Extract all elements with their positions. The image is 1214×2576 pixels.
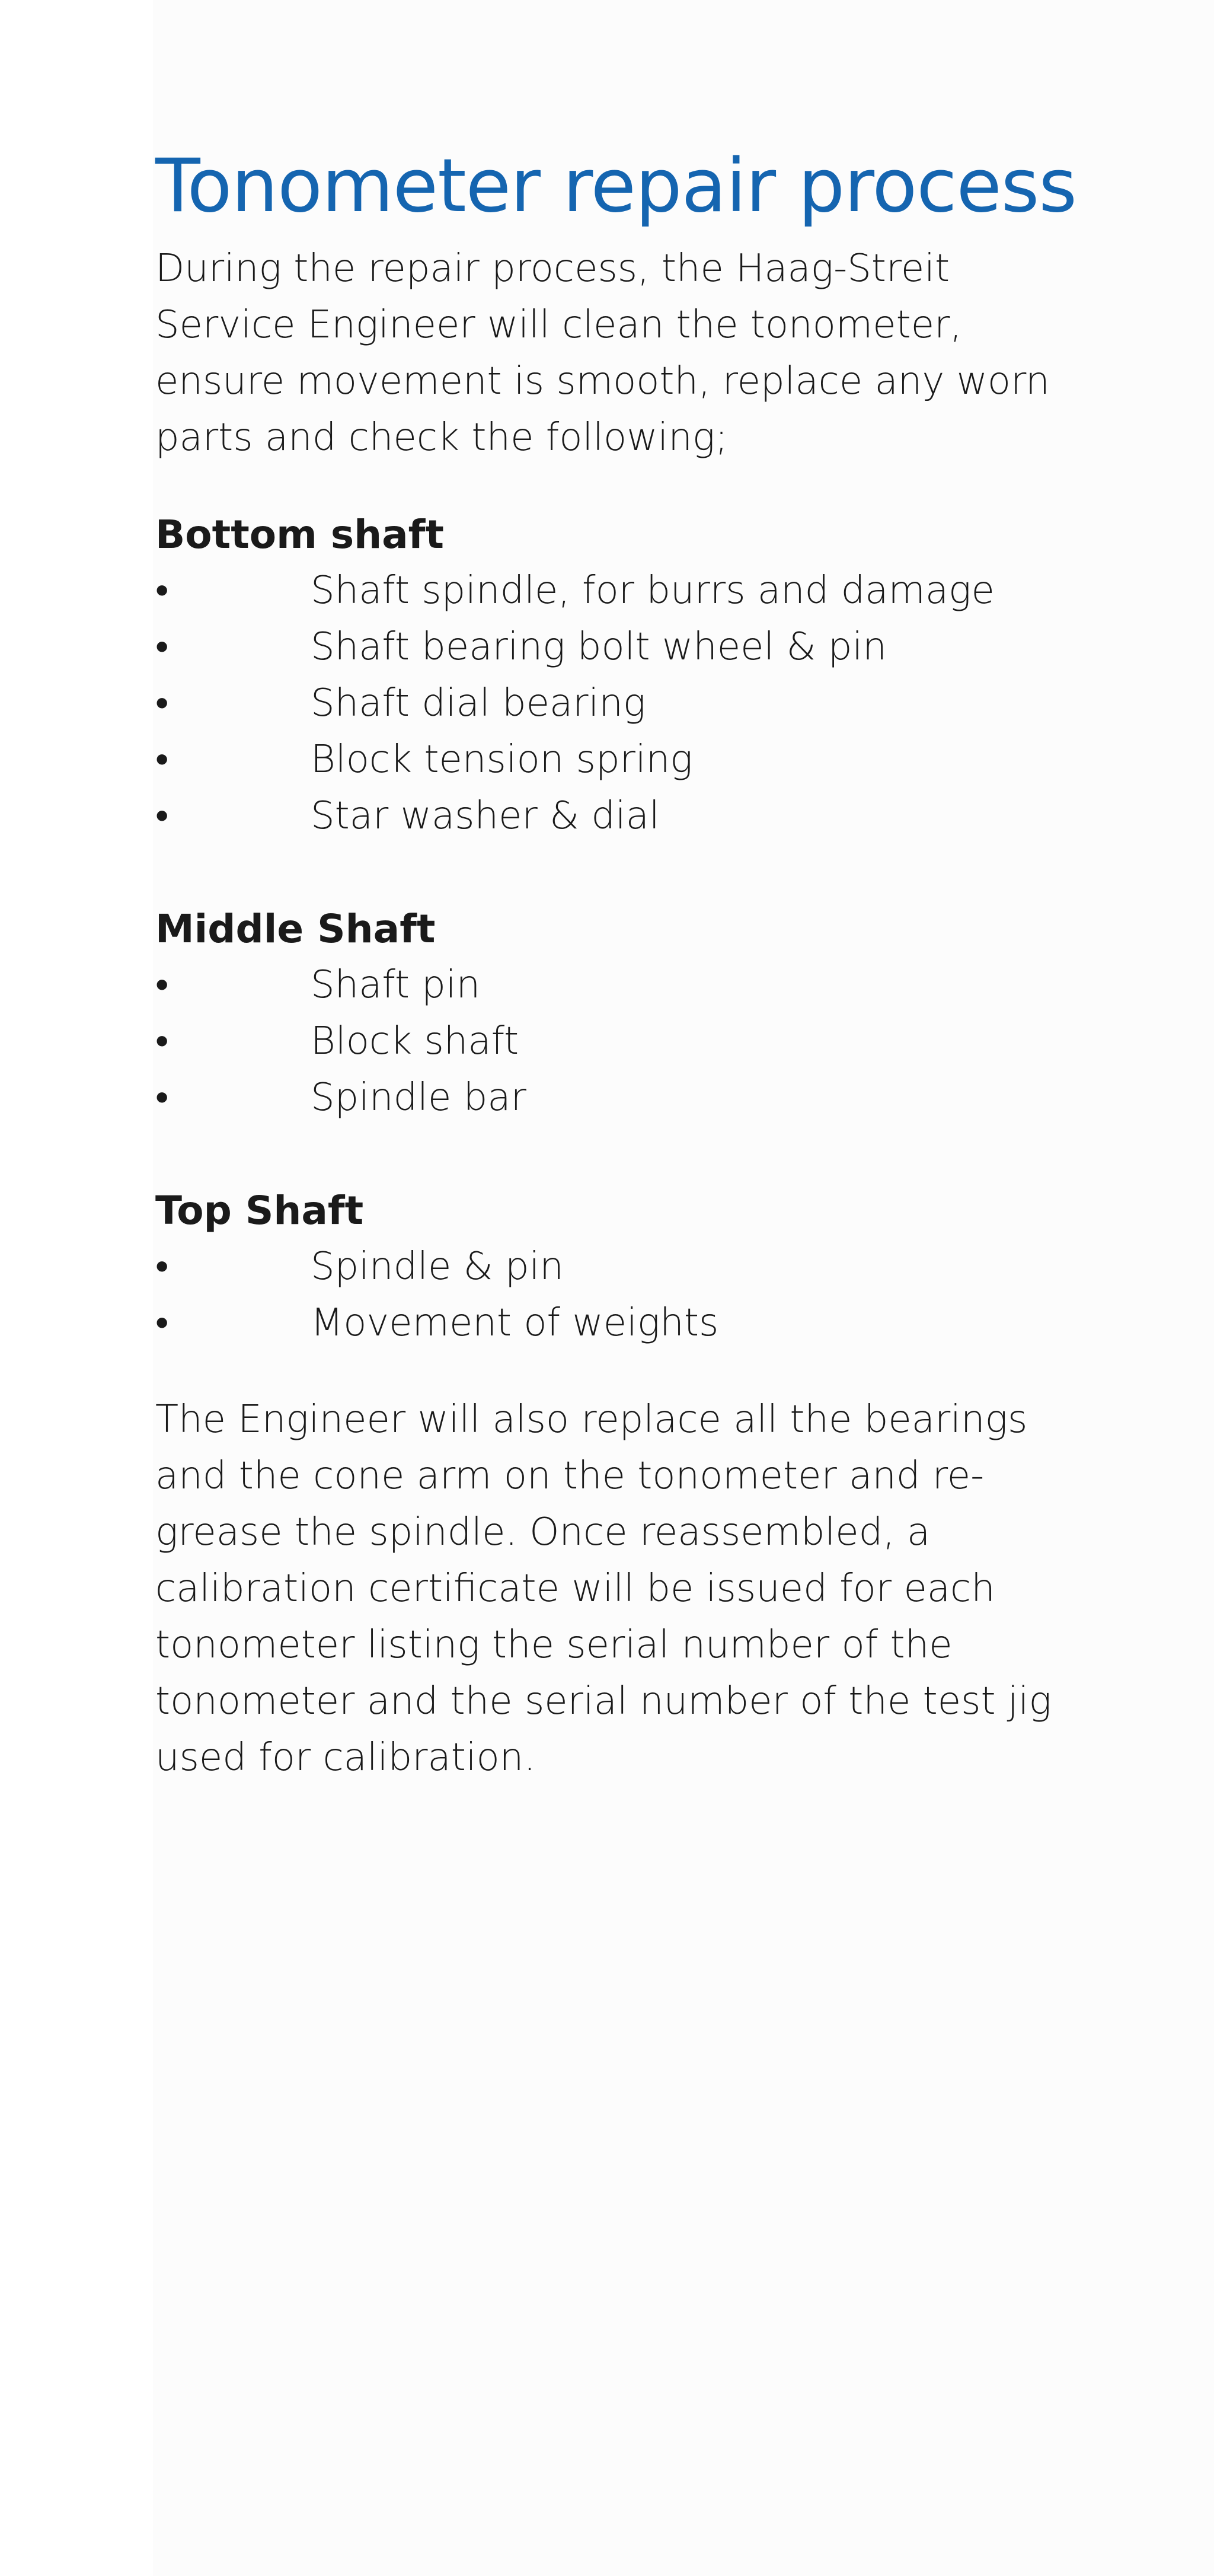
list-item-text: Spindle & pin: [311, 1245, 564, 1289]
section-heading: Top Shaft: [155, 1188, 364, 1233]
list-item-text: Shaft bearing bolt wheel & pin: [311, 625, 887, 669]
list-item: [155, 563, 1056, 619]
section-heading: Bottom shaft: [155, 512, 444, 557]
bullet-icon: •: [155, 1245, 169, 1289]
bullet-icon: •: [155, 1076, 169, 1120]
list-item: [155, 1070, 1056, 1126]
bullet-icon: •: [155, 1019, 169, 1063]
list-item-text: Star washer & dial: [311, 794, 660, 838]
bullet-icon: •: [155, 681, 169, 725]
checklist: [155, 563, 1056, 844]
section-heading: Middle Shaft: [155, 906, 436, 952]
list-item-text: Block shaft: [311, 1019, 519, 1063]
bullet-icon: •: [155, 569, 169, 613]
section-middle-shaft: [155, 901, 1056, 1126]
list-item: [155, 675, 1056, 732]
page-title: Tonometer repair process: [155, 144, 1076, 229]
list-item: [155, 1295, 1056, 1351]
bullet-icon: •: [155, 963, 169, 1007]
list-item: [155, 1013, 1056, 1070]
list-item: [155, 732, 1056, 788]
list-item: [155, 788, 1056, 844]
bullet-icon: •: [155, 794, 169, 838]
list-item: [155, 619, 1056, 675]
checklist: [155, 957, 1056, 1126]
list-item: [155, 1239, 1056, 1295]
section-bottom-shaft: [155, 506, 1056, 844]
list-item-text: Block tension spring: [311, 738, 693, 782]
closing-paragraph: The Engineer will also replace all the bearings and the cone arm on the tonometer and re-grease the spindle. Once reassembled, a calibration certificate will be issued for each tonometer listing the serial number of the tonometer and the serial number of the test jig used for calibration.: [155, 1398, 1052, 1780]
section-top-shaft: [155, 1182, 1056, 1351]
bullet-icon: •: [155, 1301, 169, 1345]
checklist: [155, 1239, 1056, 1351]
list-item-text: Shaft spindle, for burrs and damage: [311, 569, 995, 613]
list-item: [155, 957, 1056, 1013]
list-item-text: Shaft dial bearing: [311, 681, 646, 725]
bullet-icon: •: [155, 625, 169, 669]
intro-paragraph: During the repair process, the Haag-Streit Service Engineer will clean the tonometer, ensure movement is smooth, replace any worn parts and check the following;: [155, 247, 1050, 460]
list-item-text: Shaft pin: [311, 963, 481, 1007]
document-content: [155, 142, 1076, 1786]
list-item-text: Movement of weights: [311, 1301, 719, 1345]
bullet-icon: •: [155, 738, 169, 782]
list-item-text: Spindle bar: [311, 1076, 526, 1120]
